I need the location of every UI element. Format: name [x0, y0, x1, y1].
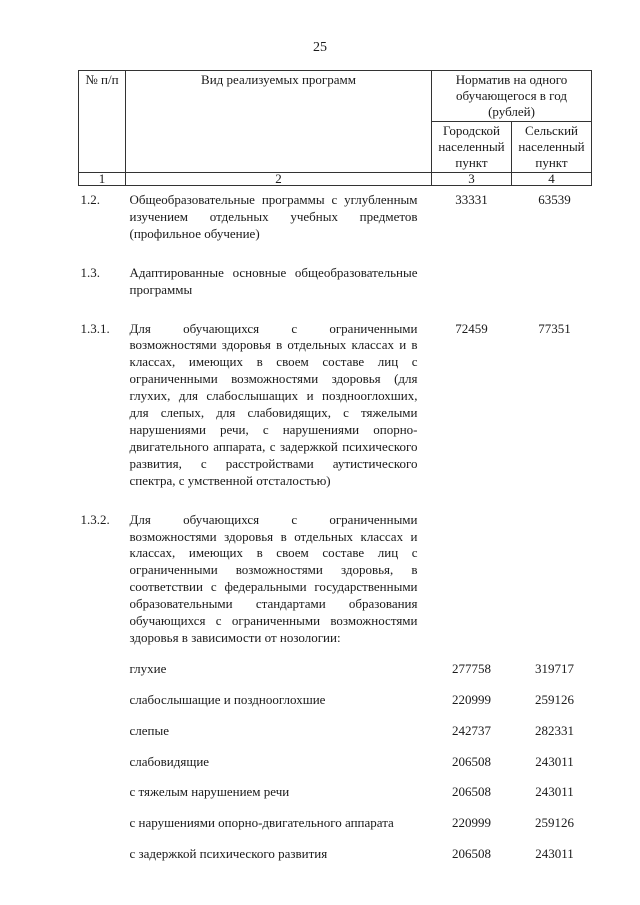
table-subrow — [79, 657, 592, 682]
subrow-rural-value: 243011 — [535, 753, 574, 769]
table-subrow — [79, 836, 592, 867]
table-subrow — [79, 744, 592, 775]
row-city-value: 72459 — [455, 320, 488, 336]
row-rural-value: 77351 — [538, 320, 571, 336]
row-program: Для обучающихся с ограниченными возможностями здоровья в отдельных классах и в классах, имеющих в своем составе лиц с ограниченными возможностями здоровья (для глухих, для слабослышащих и позднооглохших, для слепых, для слабовидящих, с тяжелыми нарушениями речи, с нарушениями опорно-двигательного аппарата, с задержкой психического развития, с расстройствами аутистического спектра, с умственной отсталостью) — [129, 320, 418, 488]
table-subrow — [79, 713, 592, 744]
subrow-label: с тяжелым нарушением речи — [129, 784, 290, 800]
subrow-rural-value: 259126 — [535, 691, 574, 707]
row-city-value — [432, 500, 512, 657]
table-subrow — [79, 682, 592, 713]
row-city-value — [432, 253, 512, 309]
subrow-rural-value: 243011 — [535, 784, 574, 800]
table-subrow — [79, 805, 592, 836]
header-city: Городской населенный пункт — [432, 122, 512, 173]
subrow-label: с нарушениями опорно-двигательного аппарата — [129, 815, 394, 831]
header-number: № п/п — [79, 71, 126, 173]
subrow-city-value: 277758 — [452, 660, 491, 676]
table-subrow — [79, 774, 592, 805]
header-col-index-1: 1 — [79, 173, 126, 186]
row-rural-value: 63539 — [538, 192, 571, 207]
row-number: 1.2. — [80, 192, 100, 207]
row-number: 1.3.1. — [80, 320, 110, 336]
header-rural: Сельский населенный пункт — [512, 122, 592, 173]
subrow-rural-value: 282331 — [535, 722, 574, 738]
row-rural-value — [512, 253, 592, 309]
row-number: 1.3.2. — [80, 511, 110, 527]
subrow-label: слепые — [129, 722, 169, 738]
row-city-value: 33331 — [455, 192, 488, 207]
subrow-city-value: 220999 — [452, 815, 491, 831]
table-row — [79, 253, 592, 309]
subrow-city-value: 242737 — [452, 722, 491, 738]
normative-table — [78, 70, 592, 867]
header-col-index-3: 3 — [432, 173, 512, 186]
header-program-type: Вид реализуемых программ — [126, 71, 432, 173]
row-number: 1.3. — [80, 264, 100, 280]
subrow-rural-value: 259126 — [535, 815, 574, 831]
subrow-city-value: 206508 — [452, 846, 491, 862]
page-number: 25 — [313, 40, 327, 55]
header-normative: Норматив на одного обучающегося в год (рублей) — [432, 71, 592, 122]
subrow-label: глухие — [129, 660, 167, 676]
row-program: Адаптированные основные общеобразовательные программы — [129, 264, 418, 297]
subrow-rural-value: 319717 — [535, 660, 574, 676]
header-col-index-2: 2 — [126, 173, 432, 186]
row-program: Для обучающихся с ограниченными возможностями здоровья в отдельных классах и классах, имеющих в своем составе лиц с ограниченными возможностями здоровья, в соответствии с федеральными государственными образовательными стандартами образования обучающихся с ограниченными возможностями здоровья в зависимости от нозологии: — [129, 511, 418, 645]
subrow-city-value: 220999 — [452, 691, 491, 707]
table-row — [79, 309, 592, 500]
row-rural-value — [512, 500, 592, 657]
subrow-rural-value: 243011 — [535, 846, 574, 862]
subrow-label: с задержкой психического развития — [129, 846, 328, 862]
row-program: Общеобразовательные программы с углубленным изучением отдельных учебных предметов (профильное обучение) — [129, 192, 418, 241]
subrow-label: слабослышащие и позднооглохшие — [129, 691, 326, 707]
subrow-label: слабовидящие — [129, 753, 210, 769]
header-col-index-4: 4 — [512, 173, 592, 186]
subrow-city-value: 206508 — [452, 753, 491, 769]
table-row — [79, 186, 592, 253]
table-row — [79, 500, 592, 657]
subrow-city-value: 206508 — [452, 784, 491, 800]
